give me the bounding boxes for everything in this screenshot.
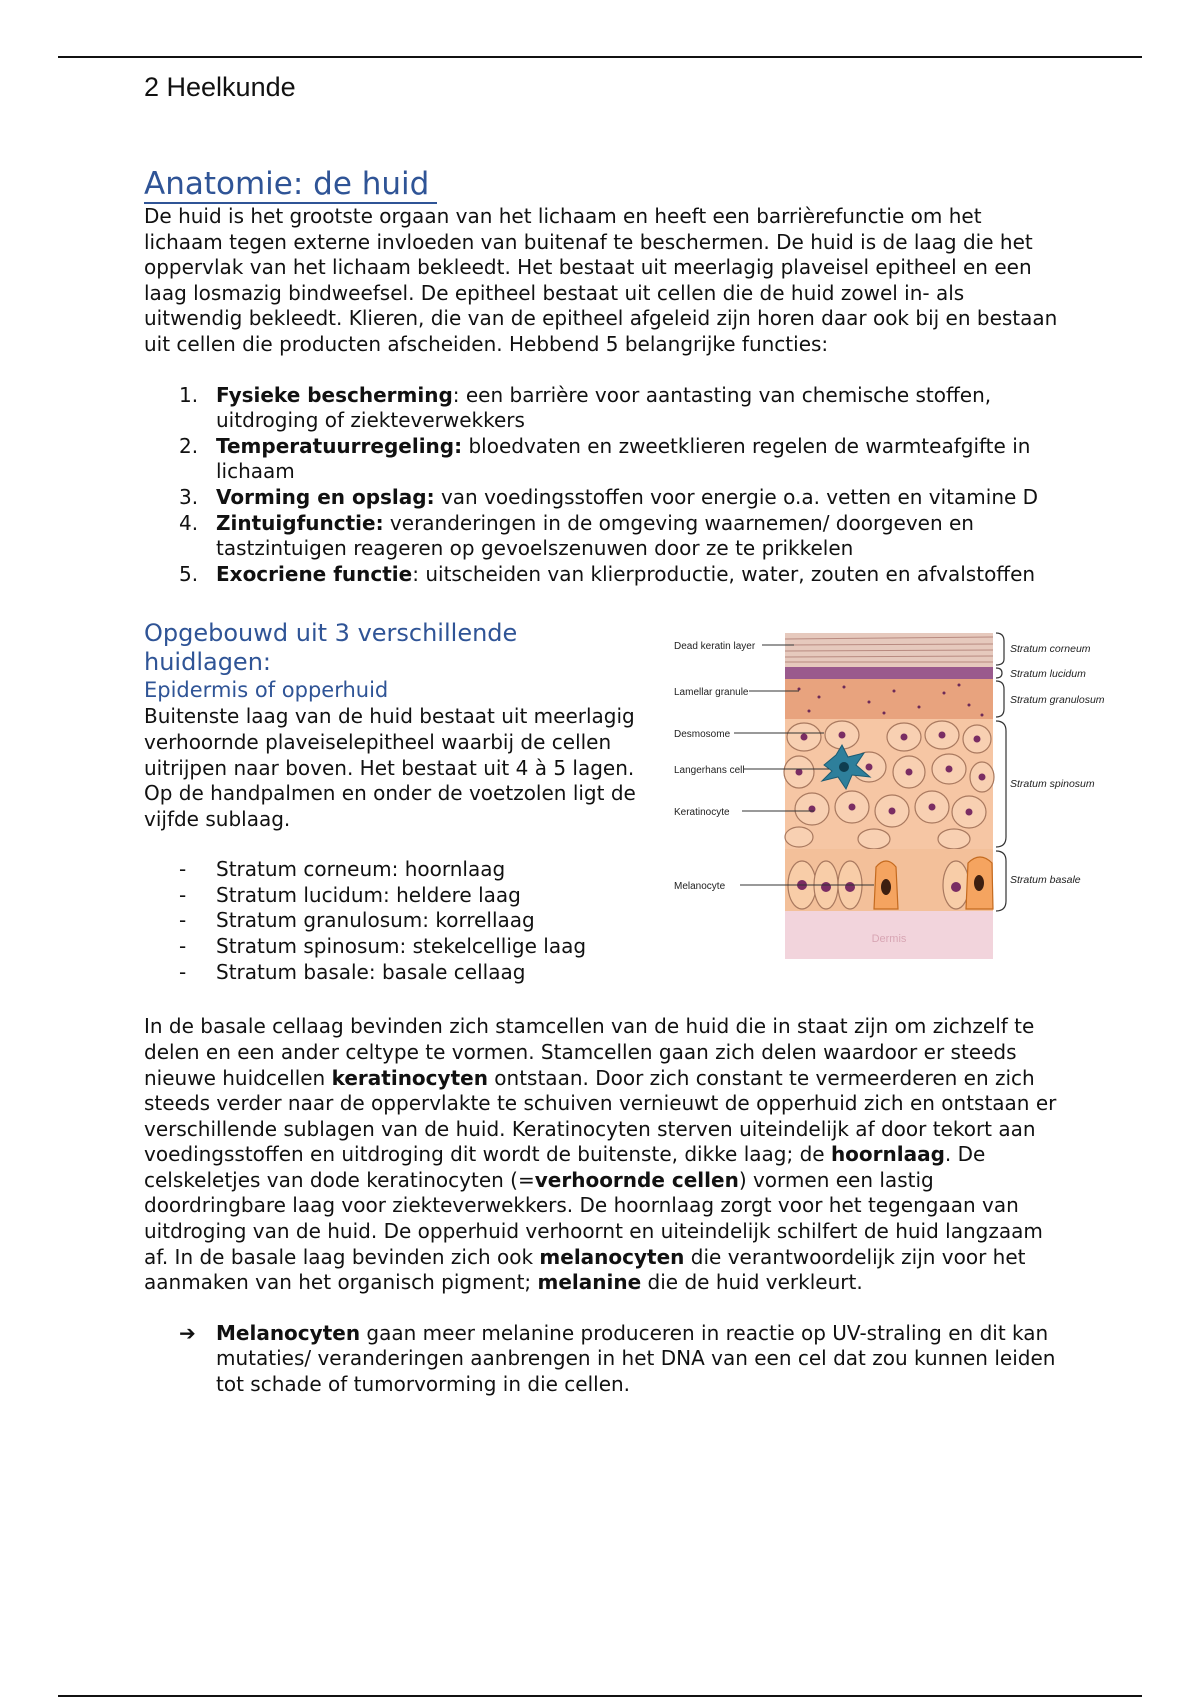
epidermis-diagram	[664, 627, 1134, 977]
list-item: - Stratum basale: basale cellaag	[179, 959, 526, 984]
melanocyten-note: ➔ Melanocyten gaan meer melanine produceren in reactie op UV-straling en dit kan mutaties/ veranderingen aanbrengen in het DNA van een cel dat zou kunnen leiden tot schade of tumorvorming in die cellen.	[179, 1320, 1056, 1397]
label-stratum-spinosum: Stratum spinosum	[1010, 778, 1095, 791]
label-stratum-granulosum: Stratum granulosum	[1010, 694, 1105, 707]
arrow-icon: ➔	[179, 1320, 196, 1345]
list-item: 4. Zintuigfunctie: veranderingen in de omgeving waarnemen/ doorgeven en tastzintuigen reageren op gevoelszenuwen door ze te prikkelen	[179, 510, 974, 561]
layers-text	[144, 619, 644, 985]
label-stratum-corneum: Stratum corneum	[1010, 643, 1091, 656]
page-content	[144, 166, 1105, 1398]
label-dead-keratin: Dead keratin layer	[674, 641, 756, 653]
list-item: - Stratum granulosum: korrellaag	[179, 908, 535, 933]
functions-list	[144, 383, 1064, 588]
list-item: 2. Temperatuurregeling: bloedvaten en zweetklieren regelen de warmteafgifte in lichaam	[179, 433, 1031, 484]
dermis-label: Dermis	[871, 933, 907, 946]
granulosum-layer	[785, 679, 993, 719]
label-stratum-lucidum: Stratum lucidum	[1010, 668, 1086, 681]
list-item: - Stratum spinosum: stekelcellige laag	[179, 934, 587, 959]
basal-layer-paragraph: In de basale cellaag bevinden zich stamcellen van de huid die in staat zijn om zichzelf te delen en een ander celtype te vormen. Stamcellen gaan zich delen waardoor er steeds nieuwe huidcellen keratinocyten ontstaan. Door zich constant te vermeerderen en zich steeds verder naar de oppervlakte te schuiven vernieuwt de opperhuid zich en ontstaan er verschillende sublagen van de huid. Keratinocyten sterven uiteindelijk af door tekort aan voedingsstoffen en uitdroging dit wordt de buitenste, dikke laag; de hoornlaag. De celskeletjes van dode keratinocyten (=verhoornde cellen) vormen een lastig doordringbare laag voor ziekteverwekkers. De hoornlaag zorgt voor het tegengaan van uitdroging van de huid. De opperhuid verhoornt en uiteindelijk schilfert de huid langzaam af. In de basale laag bevinden zich ook melanocyten die verantwoordelijk zijn voor het aanmaken van het organisch pigment; melanine die de huid verkleurt.	[144, 1014, 1057, 1295]
epidermis-heading: Epidermis of opperhuid	[144, 678, 389, 703]
list-item: - Stratum lucidum: heldere laag	[179, 882, 521, 907]
layers-section	[144, 619, 1105, 1014]
layers-heading: Opgebouwd uit 3 verschillende huidlagen:	[144, 619, 518, 677]
strata-list	[144, 857, 644, 985]
section-title: Anatomie: de huid	[144, 166, 437, 204]
label-desmosome: Desmosome	[674, 729, 731, 741]
label-melanocyte: Melanocyte	[674, 881, 726, 893]
list-item: 3. Vorming en opslag: van voedingsstoffen voor energie o.a. vetten en vitamine D	[179, 484, 1039, 509]
epidermis-paragraph: Buitenste laag van de huid bestaat uit meerlagig verhoornde plaveiselepitheel waarbij de cellen uitrijpen naar boven. Het bestaat uit 4 à 5 lagen. Op de handpalmen en onder de voetzolen ligt de vijfde sublaag.	[144, 704, 636, 831]
label-langerhans-cell: Langerhans cell	[674, 765, 745, 777]
top-rule	[58, 56, 1142, 58]
intro-paragraph: De huid is het grootste orgaan van het lichaam en heeft een barrièrefunctie om het lichaam tegen externe invloeden van buitenaf te beschermen. De huid is de laag die het oppervlak van het lichaam bekleedt. Het bestaat uit meerlagig plaveisel epitheel en een laag losmazig bindweefsel. De epitheel bestaat uit cellen die de huid zowel in- als uitwendig bekleedt. Klieren, die van de epitheel afgeleid zijn horen daar ook bij en bestaan uit cellen die producten afscheiden. Hebbend 5 belangrijke functies:	[144, 204, 1058, 356]
list-item: - Stratum corneum: hoornlaag	[179, 857, 506, 882]
list-item: 5. Exocriene functie: uitscheiden van klierproductie, water, zouten en afvalstoffen	[179, 561, 1036, 586]
lucidum-layer	[785, 667, 993, 679]
list-item: 1. Fysieke bescherming: een barrière voor aantasting van chemische stoffen, uitdroging of ziekteverwekkers	[179, 382, 992, 433]
chapter-header: 2 Heelkunde	[144, 72, 296, 102]
label-lamellar-granule: Lamellar granule	[674, 687, 749, 699]
label-keratinocyte: Keratinocyte	[674, 807, 730, 819]
label-stratum-basale: Stratum basale	[1010, 874, 1081, 887]
bottom-rule	[58, 1695, 1142, 1697]
